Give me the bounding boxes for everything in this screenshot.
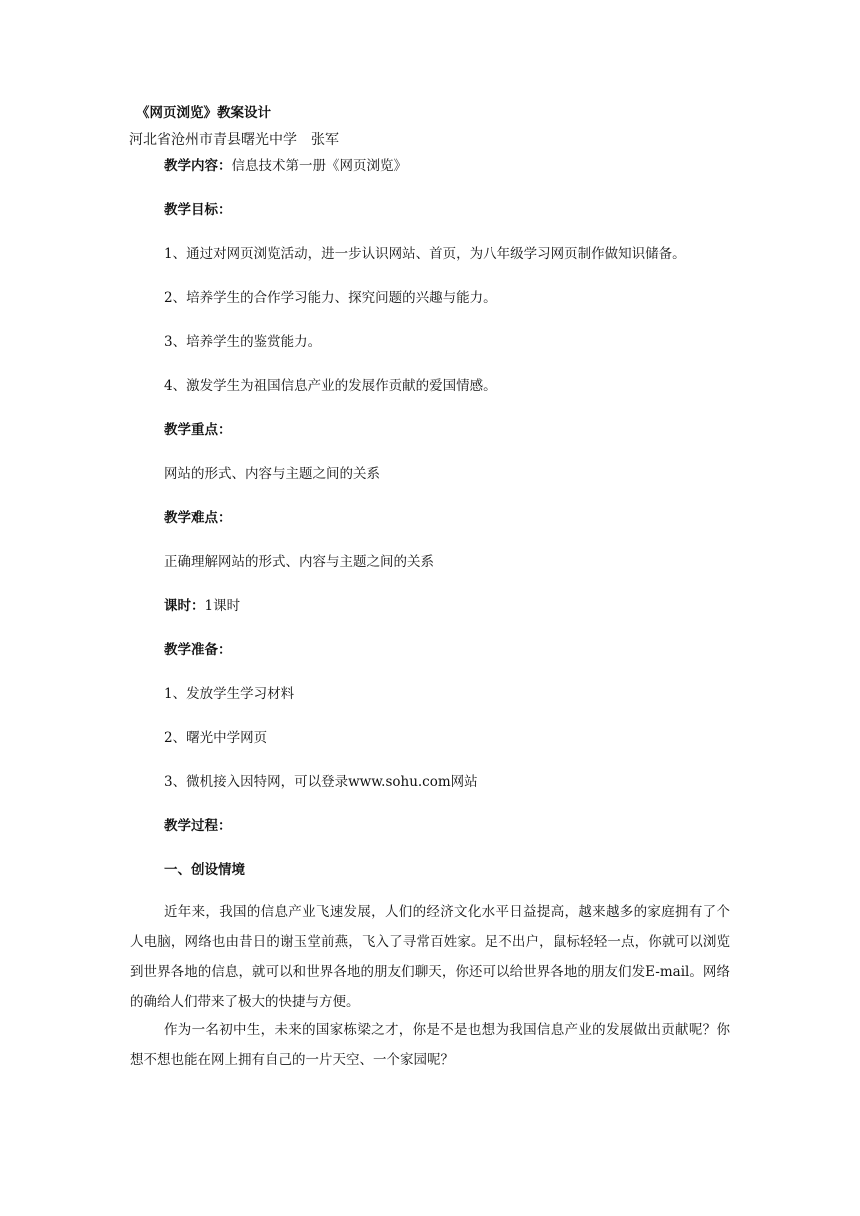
goal-item: 1、通过对网页浏览活动，进一步认识网站、首页，为八年级学习网页制作做知识储备。 bbox=[164, 246, 686, 262]
prep-item: 1、发放学生学习材料 bbox=[164, 686, 295, 702]
prep-label: 教学准备： bbox=[164, 642, 232, 658]
paragraph: 作为一名初中生，未来的国家栋梁之才，你是不是也想为我国信息产业的发展做出贡献呢？你想不想也能在网上拥有自己的一片天空、一个家园呢？ bbox=[130, 1022, 730, 1068]
goal-item: 2、培养学生的合作学习能力、探究问题的兴趣与能力。 bbox=[164, 290, 497, 306]
content-value: 信息技术第一册《网页浏览》 bbox=[231, 158, 407, 174]
prep-item: 3、微机接入因特网，可以登录www.sohu.com网站 bbox=[164, 774, 478, 790]
process-label: 教学过程： bbox=[164, 818, 232, 834]
key-value: 网站的形式、内容与主题之间的关系 bbox=[164, 466, 380, 482]
goal-item: 3、培养学生的鉴赏能力。 bbox=[164, 334, 322, 350]
goal-item: 4、激发学生为祖国信息产业的发展作贡献的爱国情感。 bbox=[164, 378, 497, 394]
difficulty-label: 教学难点： bbox=[164, 510, 232, 526]
goals-label: 教学目标： bbox=[164, 202, 232, 218]
hours-line bbox=[164, 596, 240, 616]
paragraph: 近年来，我国的信息产业飞速发展，人们的经济文化水平日益提高，越来越多的家庭拥有了个人电脑，网络也由昔日的谢玉堂前燕，飞入了寻常百姓家。足不出户，鼠标轻轻一点，你就可以浏览到世界各地的信息，就可以和世界各地的朋友们聊天，你还可以给世界各地的朋友们发E-mail。网络的确给人们带来了极大的快捷与方便。 bbox=[130, 904, 730, 1010]
doc-title: 《网页浏览》教案设计 bbox=[136, 105, 271, 121]
section-heading: 一、创设情境 bbox=[164, 862, 245, 878]
hours-label: 课时： bbox=[164, 598, 205, 614]
hours-value: 1课时 bbox=[204, 598, 241, 614]
content-line bbox=[164, 156, 407, 176]
difficulty-value: 正确理解网站的形式、内容与主题之间的关系 bbox=[164, 554, 434, 570]
key-label: 教学重点： bbox=[164, 422, 232, 438]
author-line: 河北省沧州市青县曙光中学 张军 bbox=[129, 132, 339, 148]
content-label: 教学内容： bbox=[164, 158, 232, 174]
prep-item: 2、曙光中学网页 bbox=[164, 730, 268, 746]
